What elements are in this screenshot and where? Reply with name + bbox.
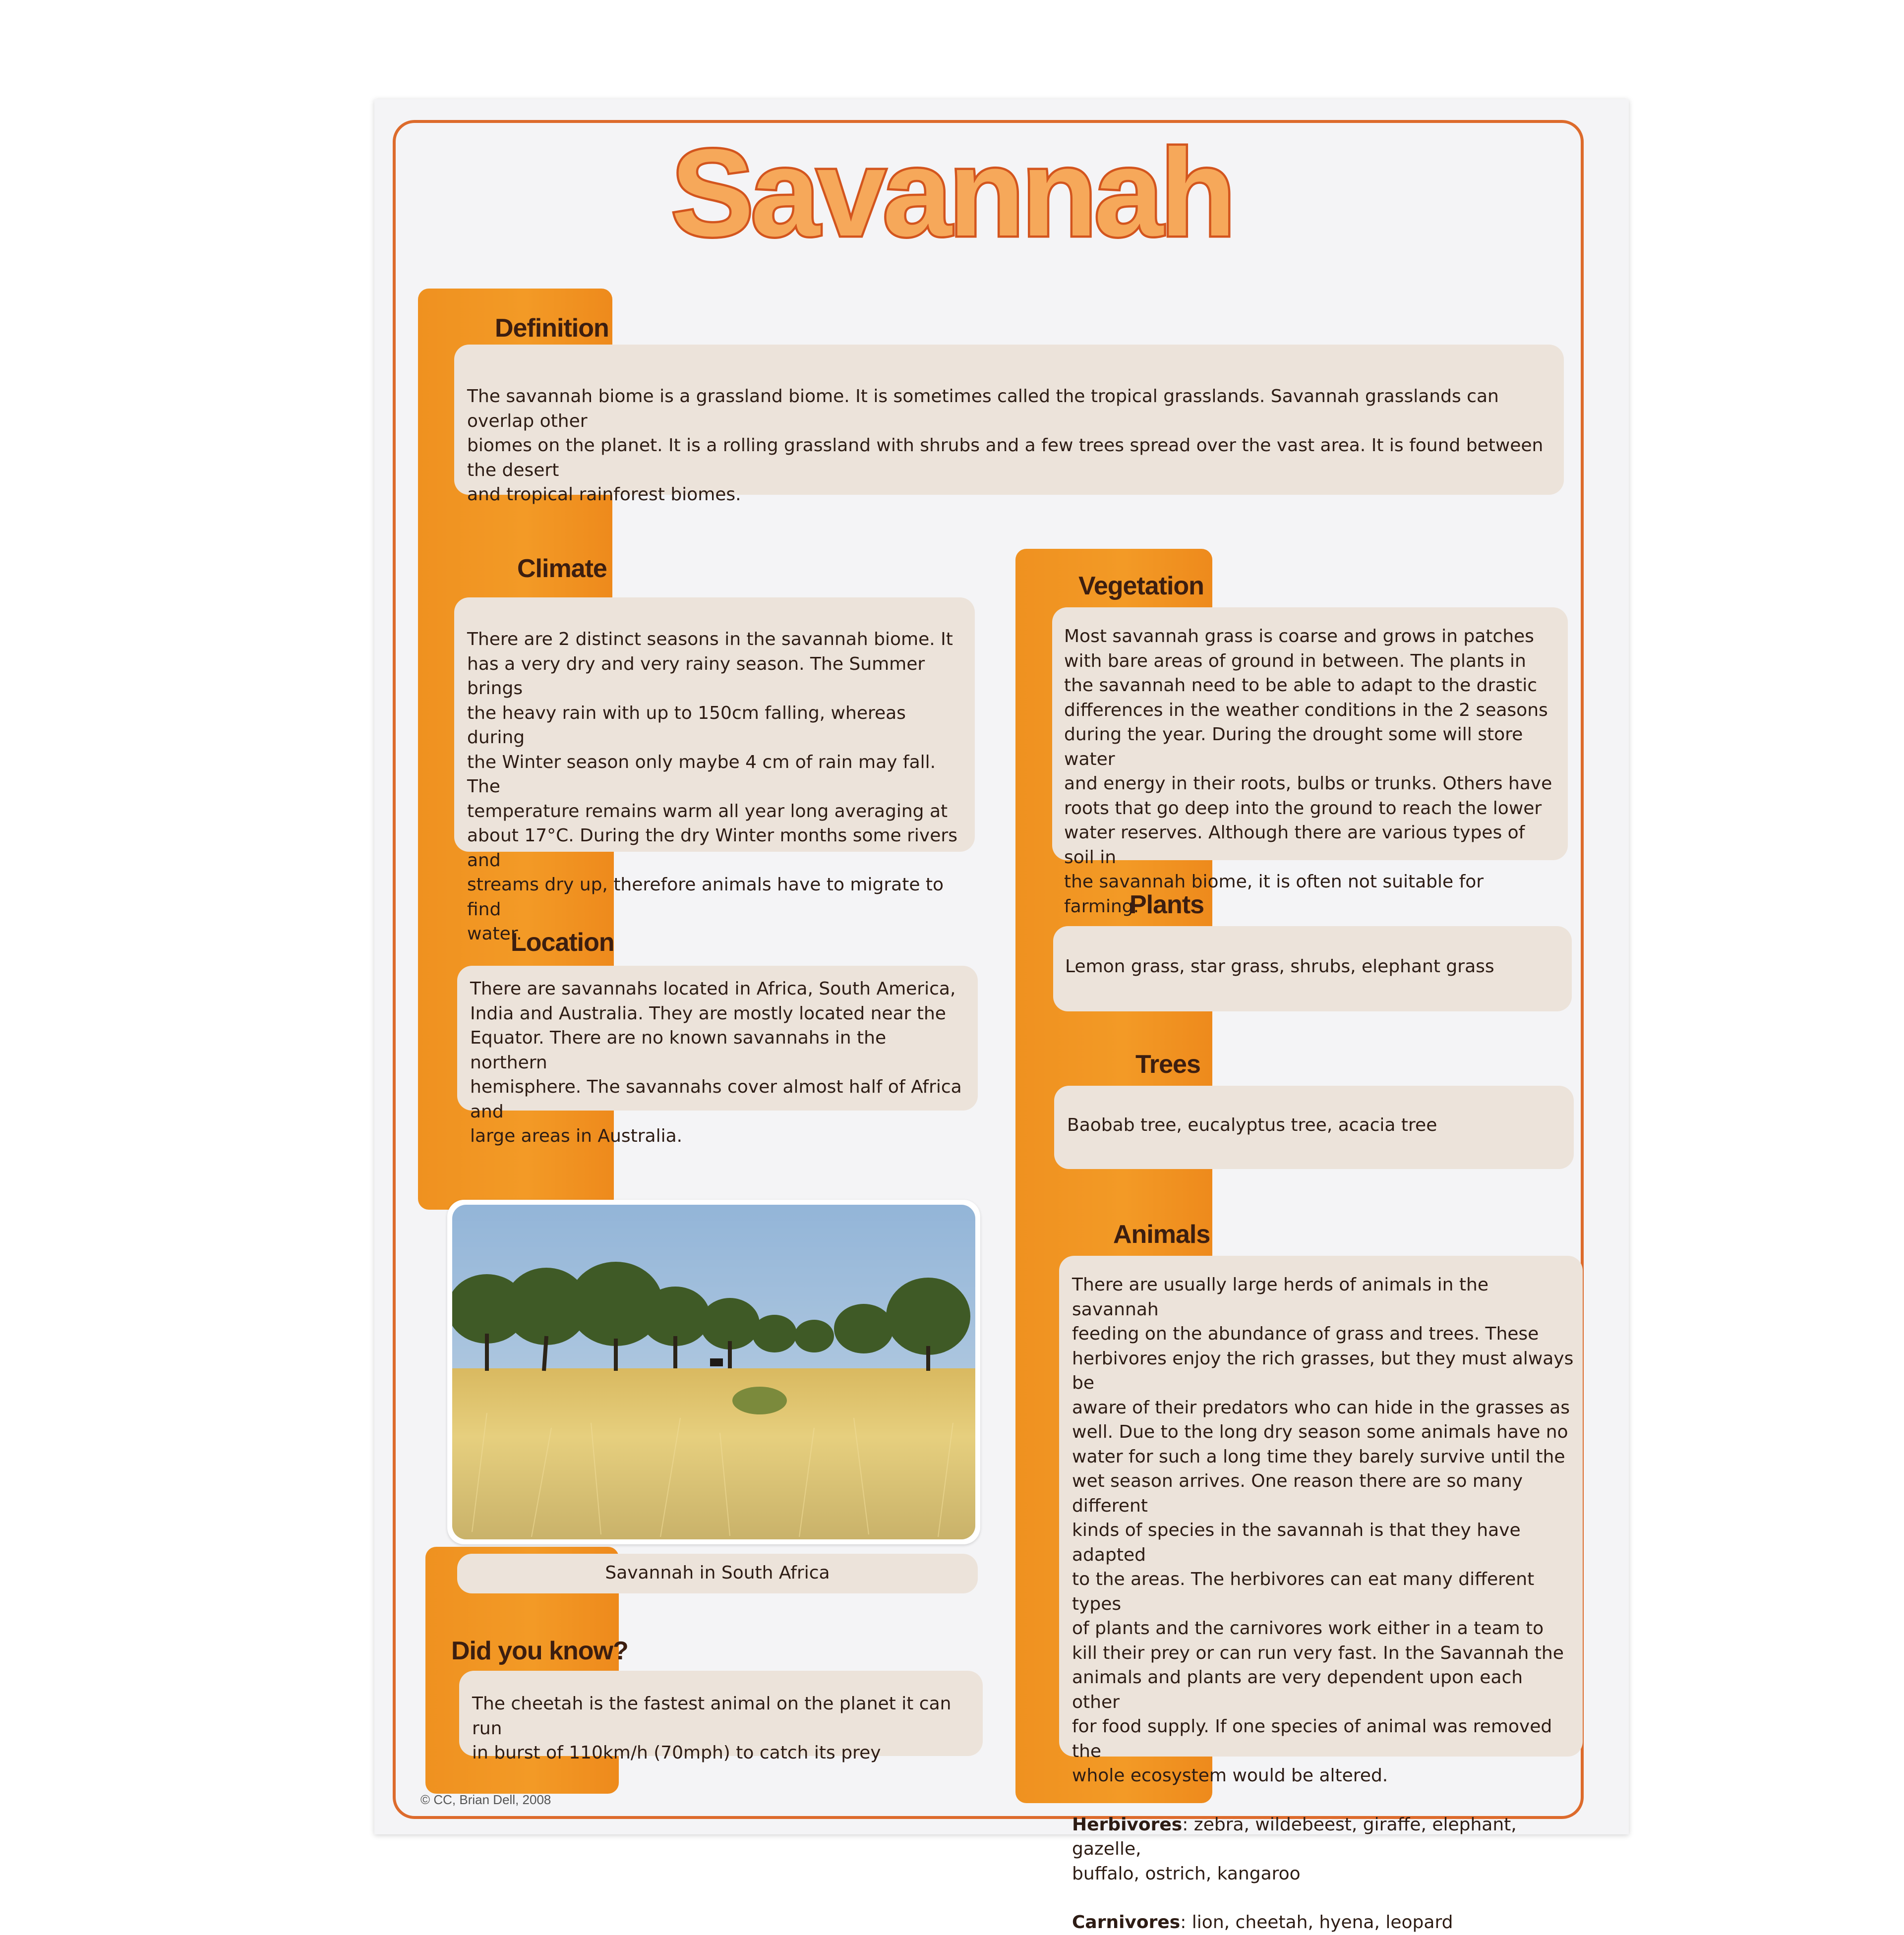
did-you-know-heading: Did you know?: [451, 1637, 628, 1665]
carnivores-list: : lion, cheetah, hyena, leopard: [1180, 1912, 1453, 1933]
carnivores-line: [1072, 1910, 1574, 1935]
copyright-credit: © CC, Brian Dell, 2008: [420, 1792, 551, 1807]
vegetation-heading: Vegetation: [1078, 572, 1204, 600]
climate-text: There are 2 distinct seasons in the savannah biome. It has a very dry and very rainy season. The Summer brings the heavy rain with up to 150cm falling, whereas during the Winter season only maybe 4 cm of rain may fall. The temperature remains warm all year long averaging at about 17°C. During the dry Winter months some rivers and streams dry up, therefore animals have to migrate to find water.: [467, 629, 957, 944]
did-you-know-box: [459, 1671, 983, 1763]
vegetation-box: [1052, 607, 1568, 917]
trees-heading: Trees: [1135, 1050, 1200, 1079]
herbivores-label: Herbivores: [1072, 1814, 1183, 1835]
did-you-know-text: The cheetah is the fastest animal on the planet it can run in burst of 110km/h (70mph) to catch its prey: [472, 1694, 952, 1763]
definition-heading: Definition: [495, 314, 609, 343]
location-heading: Location: [511, 928, 614, 957]
savannah-photo: [447, 1200, 980, 1544]
poster-title-text: Savannah: [671, 124, 1233, 262]
location-box: [457, 966, 978, 1146]
definition-box: [454, 345, 1564, 505]
trees-text: Baobab tree, eucalyptus tree, acacia tree: [1067, 1115, 1437, 1135]
savannah-landscape-image: [452, 1205, 975, 1539]
plants-text: Lemon grass, star grass, shrubs, elephant grass: [1065, 956, 1494, 977]
plants-box: [1053, 926, 1572, 1011]
vegetation-text: Most savannah grass is coarse and grows in patches with bare areas of ground in between. The plants in the savannah need to be able to adapt to the drastic differences in the weather conditions in the 2 seasons during the year. During the drought some will store water and energy in their roots, bulbs or trunks. Others have roots that go deep into the ground to reach the lower water reserves. Although there are various types of soil in the savannah biome, it is often not suitable for farming.: [1064, 626, 1552, 917]
carnivores-label: Carnivores: [1072, 1912, 1181, 1933]
poster-title: [654, 124, 1250, 273]
herbivores-list: : zebra, wildebeest, giraffe, elephant, gazelle, buffalo, ostrich, kangaroo: [1072, 1814, 1517, 1884]
definition-text: The savannah biome is a grassland biome. It is sometimes called the tropical grasslands. Savannah grasslands can overlap other biomes on the planet. It is a rolling grassland with shrubs and a few trees spread over the vast area. It is found between the desert and tropical rainforest biomes.: [467, 386, 1544, 505]
photo-caption-box: [457, 1554, 978, 1593]
trees-box: [1054, 1086, 1574, 1169]
animals-box: [1059, 1256, 1583, 1933]
animals-heading: Animals: [1113, 1220, 1210, 1249]
photo-caption: Savannah in South Africa: [605, 1563, 830, 1583]
animals-text: There are usually large herds of animals in the savannah feeding on the abundance of grass and trees. These herbivores enjoy the rich grasses, but they must always be aware of their predators who can hide in the grasses as well. Due to the long dry season some animals have no water for such a long time they barely survive until the wet season arrives. One reason there are so many different kinds of species in the savannah is that they have adapted to the areas. The herbivores can eat many different types of plants and the carnivores work either in a team to kill their prey or can run very fast. In the Savannah the animals and plants are very dependent upon each other for food supply. If one species of animal was removed the whole ecosystem would be altered.: [1072, 1275, 1574, 1786]
plants-heading: Plants: [1130, 890, 1204, 919]
location-text: There are savannahs located in Africa, South America, India and Australia. They are mostly located near the Equator. There are no known savannahs in the northern hemisphere. The savannahs cover almost half of Africa and large areas in Australia.: [470, 979, 962, 1146]
climate-heading: Climate: [517, 554, 607, 583]
herbivores-line: [1072, 1813, 1574, 1886]
